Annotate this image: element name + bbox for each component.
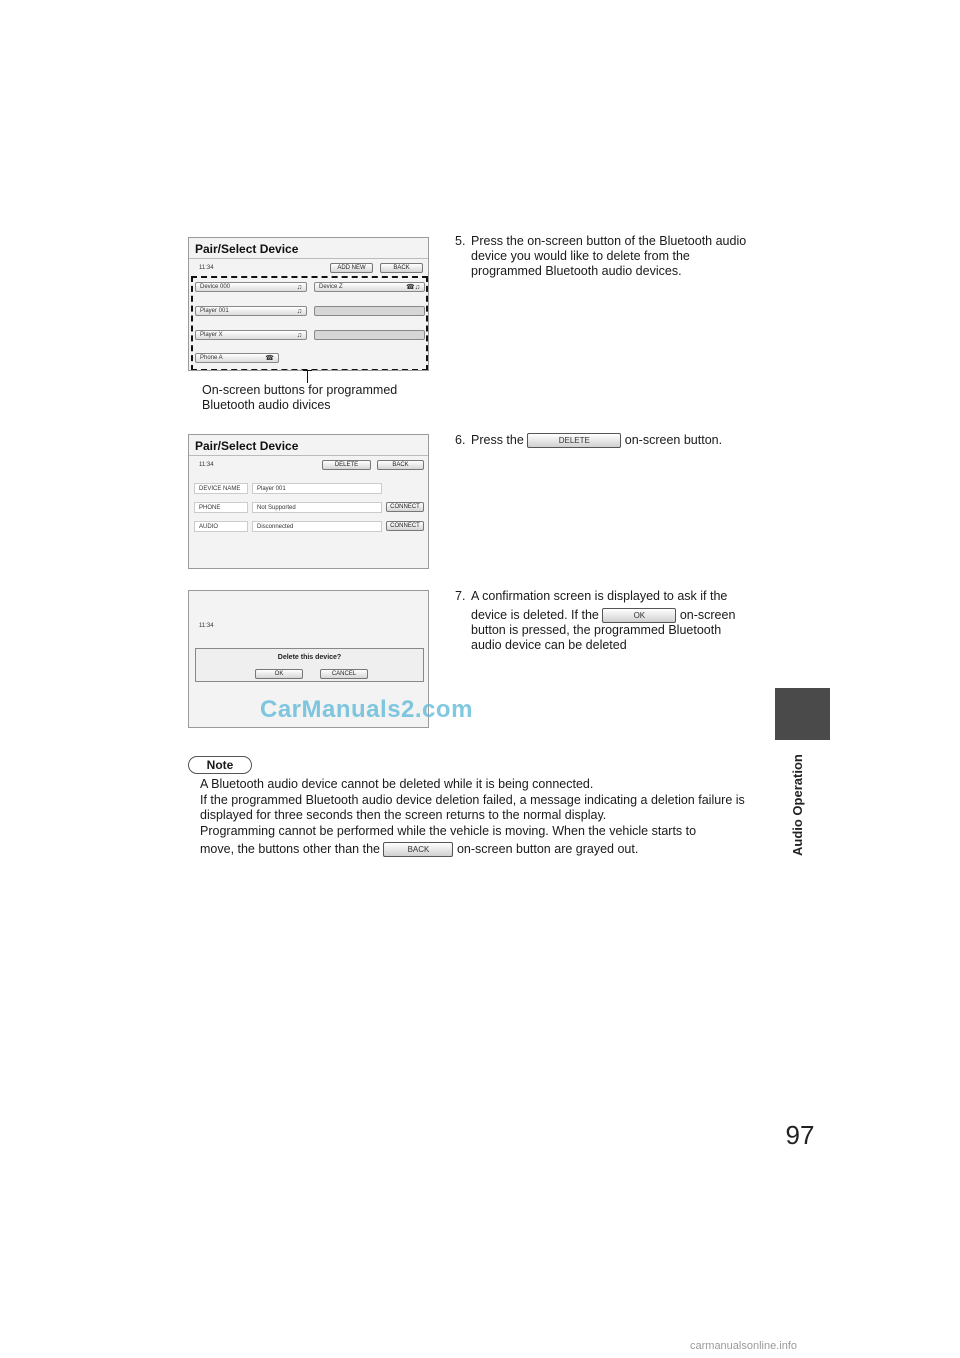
device-buttons-highlight [191, 276, 428, 371]
row-label-device-name: DEVICE NAME [194, 483, 248, 494]
ok-button[interactable]: OK [255, 669, 303, 679]
music-note-icon: ♫ [296, 308, 302, 315]
watermark-carmanuals: CarManuals2.com [260, 696, 473, 723]
note-badge: Note [188, 756, 252, 774]
footer-watermark: carmanualsonline.info [690, 1340, 798, 1352]
connect-phone-button[interactable]: CONNECT [386, 502, 424, 512]
cancel-button[interactable]: CANCEL [320, 669, 368, 679]
device-label: Phone A [200, 355, 223, 361]
row-value-device-name: Player 001 [252, 483, 382, 494]
step-5: 5. Press the on-screen button of the Bluetooth audio device you would like to delete from the programmed Bluetooth audio devices. [455, 234, 747, 278]
confirmation-dialog [195, 648, 424, 682]
note-text: A Bluetooth audio device cannot be deleted while it is being connected. If the programmed Bluetooth audio device deletion failed, a message indicating a deletion failure is displayed for three seconds then the screen returns to the normal display. Programming cannot be performed while the vehicle is moving. When the vehicle starts to move, the buttons other than the BACK on-screen button are grayed out. [200, 777, 745, 856]
add-new-button[interactable]: ADD NEW [330, 263, 373, 273]
callout-leader-line [307, 370, 308, 383]
page-number: 97 [785, 1120, 815, 1150]
row-value-audio: Disconnected [252, 521, 382, 532]
device-label: Device 000 [200, 284, 231, 290]
screen-pair-select-device-list [188, 237, 429, 371]
row-value-phone: Not Supported [252, 502, 382, 513]
screen-device-detail [188, 434, 429, 569]
music-note-icon: ♫ [296, 284, 302, 291]
inline-back-button: BACK [383, 842, 453, 857]
inline-delete-button: DELETE [527, 433, 621, 448]
clock: 11:34 [199, 462, 214, 468]
device-label: Player 001 [200, 308, 229, 314]
delete-button[interactable]: DELETE [322, 460, 371, 470]
callout-leader-tick [303, 370, 312, 371]
music-note-icon: ♫ [296, 332, 302, 339]
step-6: 6. Press the DELETE on-screen button. [455, 433, 723, 447]
phone-music-icon: ☎♫ [406, 284, 420, 291]
back-button[interactable]: BACK [380, 263, 423, 273]
title-divider [189, 258, 428, 259]
dialog-message: Delete this device? [277, 654, 342, 661]
section-tab-block [775, 688, 830, 740]
step-7: 7. A confirmation screen is displayed to ask if the device is deleted. If the OK on-screen button is pressed, the programmed Bluetooth audio device can be deleted [455, 589, 736, 653]
clock: 11:34 [199, 623, 214, 629]
row-label-phone: PHONE [194, 502, 248, 513]
back-button[interactable]: BACK [377, 460, 424, 470]
row-label-audio: AUDIO [194, 521, 248, 532]
connect-audio-button[interactable]: CONNECT [386, 521, 424, 531]
device-label: Player X [200, 332, 223, 338]
callout-text: On-screen buttons for programmed Bluetooth audio divices [202, 383, 398, 412]
phone-icon: ☎ [265, 355, 274, 362]
screen-title: Pair/Select Device [195, 439, 299, 453]
title-divider [189, 455, 428, 456]
clock: 11:34 [199, 265, 214, 271]
inline-ok-button: OK [602, 608, 676, 623]
device-label: Device Z [319, 284, 343, 290]
screen-title: Pair/Select Device [195, 242, 299, 256]
section-tab-label: Audio Operation [790, 754, 805, 856]
